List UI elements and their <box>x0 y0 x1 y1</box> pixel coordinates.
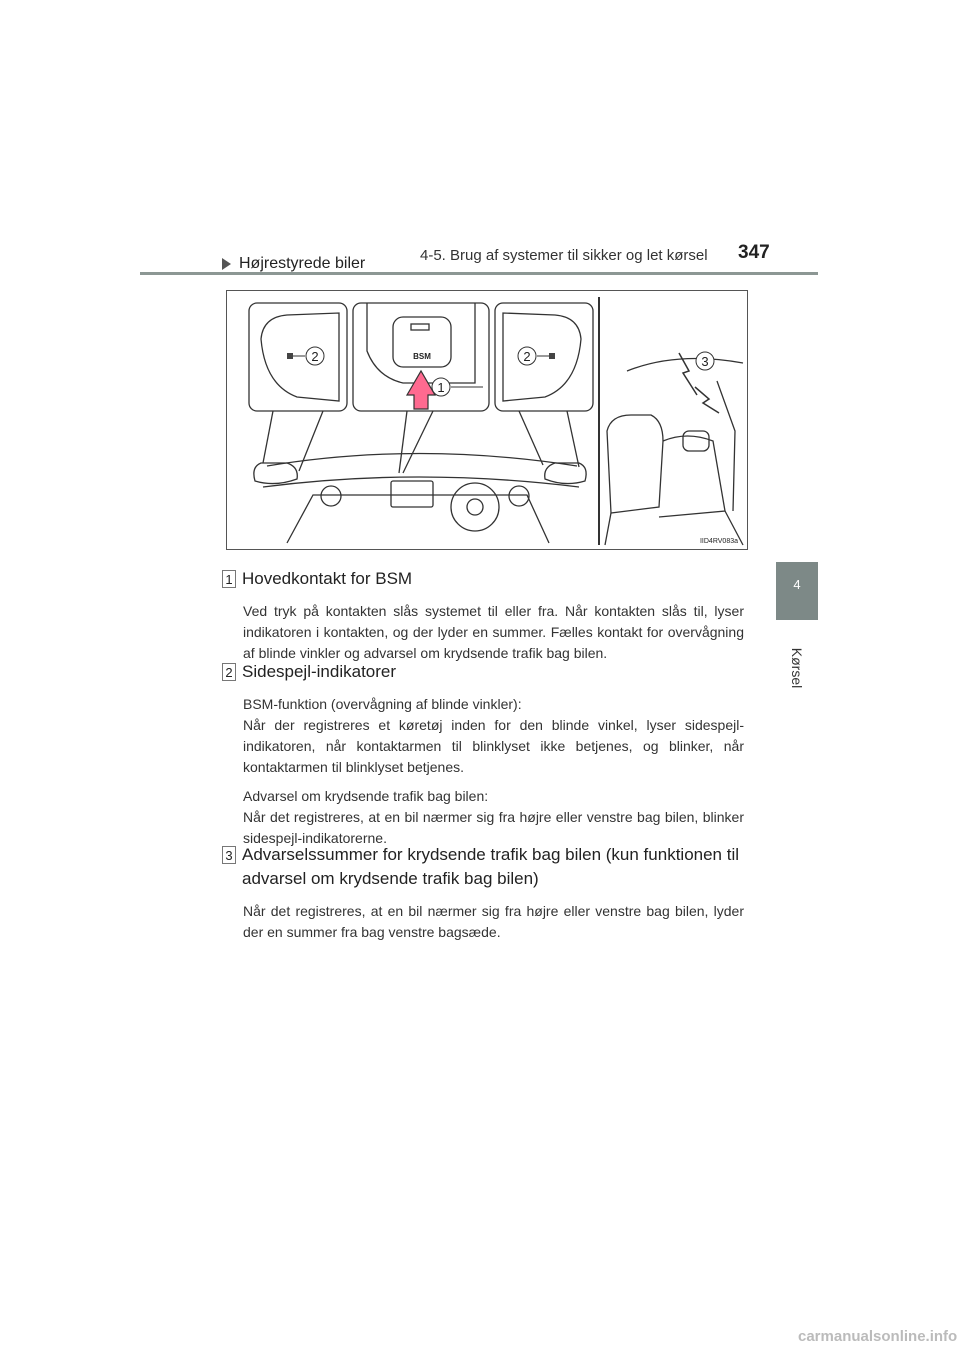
callout-number: 2 <box>523 349 531 364</box>
left-side-mirror <box>254 463 297 484</box>
item-paragraph: Når der registreres et køretøj inden for den blinde vinkel, lyser sidespejl-indikatoren, når kontaktarmen til blinklyset ikke betjenes, og blinker, når kontaktarmen til blinklyset betjenes. <box>243 717 744 775</box>
item-2 <box>222 660 744 857</box>
item-title: Hovedkontakt for BSM <box>242 569 413 588</box>
switch-label: BSM <box>413 352 431 361</box>
connector-line <box>567 411 579 467</box>
callout-number: 2 <box>311 349 319 364</box>
chapter-tab-number: 4 <box>793 577 801 592</box>
subheading <box>222 255 365 273</box>
connector-line <box>403 411 433 473</box>
switch-indicator <box>411 324 429 330</box>
section-title: 4-5. Brug af systemer til sikker og let kørsel <box>420 247 708 264</box>
triangle-bullet-icon <box>222 258 231 270</box>
pointer-arrow-icon <box>407 371 435 409</box>
chapter-tab-label: Kørsel <box>789 647 805 689</box>
rear-seat-back <box>607 415 663 513</box>
item-title: Sidespejl-indikatorer <box>242 662 397 681</box>
item-1 <box>222 567 744 672</box>
connector-line <box>399 411 407 473</box>
right-mirror-glass <box>503 313 581 401</box>
headrest <box>683 431 709 451</box>
item-paragraph: Når det registreres, at en bil nærmer sig fra højre eller venstre bag bilen, blinker sidespejl-indikatorerne. <box>243 809 744 846</box>
item-paragraph: Advarsel om krydsende trafik bag bilen: <box>243 788 489 804</box>
subheading-text: Højrestyrede biler <box>239 255 366 272</box>
buzzer-sound-icon <box>679 353 697 395</box>
item-paragraph: BSM-funktion (overvågning af blinde vinkler): <box>243 696 522 712</box>
item-number-box: 1 <box>222 570 236 588</box>
callout-number: 3 <box>701 354 709 369</box>
buzzer-sound-icon <box>695 387 719 413</box>
right-vent <box>509 486 529 506</box>
figure-code: IID4RV083a <box>699 538 739 545</box>
item-3 <box>222 843 744 951</box>
bsm-illustration-svg <box>227 291 747 549</box>
rear-seat <box>659 436 725 517</box>
watermark: carmanualsonline.info <box>798 1328 958 1345</box>
dashboard-top <box>267 454 577 467</box>
left-mirror-glass <box>261 313 339 401</box>
item-paragraph: Ved tryk på kontakten slås systemet til eller fra. Når kontakten slås til, lyser indikatoren i kontakten, og der lyder en summer. Fælles kontakt for overvågning af blinde vinkler og advarsel om krydsende trafik bag bilen. <box>243 603 744 661</box>
connector-line <box>299 411 323 471</box>
item-title: Advarselssummer for krydsende trafik bag bilen (kun funktionen til advarsel om krydsende trafik bag bilen) <box>242 845 740 888</box>
callout-number: 1 <box>437 380 445 395</box>
item-paragraph: Når det registreres, at en bil nærmer sig fra højre eller venstre bag bilen, lyder der en summer fra bag venstre bagsæde. <box>243 903 744 940</box>
center-display <box>391 481 433 507</box>
steering-hub <box>467 499 483 515</box>
item-number-box: 2 <box>222 663 236 681</box>
right-side-mirror <box>545 463 586 484</box>
connector-line <box>263 411 273 463</box>
connector-line <box>519 411 543 465</box>
left-vent <box>321 486 341 506</box>
pillar <box>717 381 735 511</box>
page-number: 347 <box>738 242 770 263</box>
item-number-box: 3 <box>222 846 236 864</box>
dashboard-middle <box>263 477 579 487</box>
bsm-illustration <box>226 290 748 550</box>
steering-wheel <box>451 483 499 531</box>
dashboard-console <box>287 495 549 543</box>
